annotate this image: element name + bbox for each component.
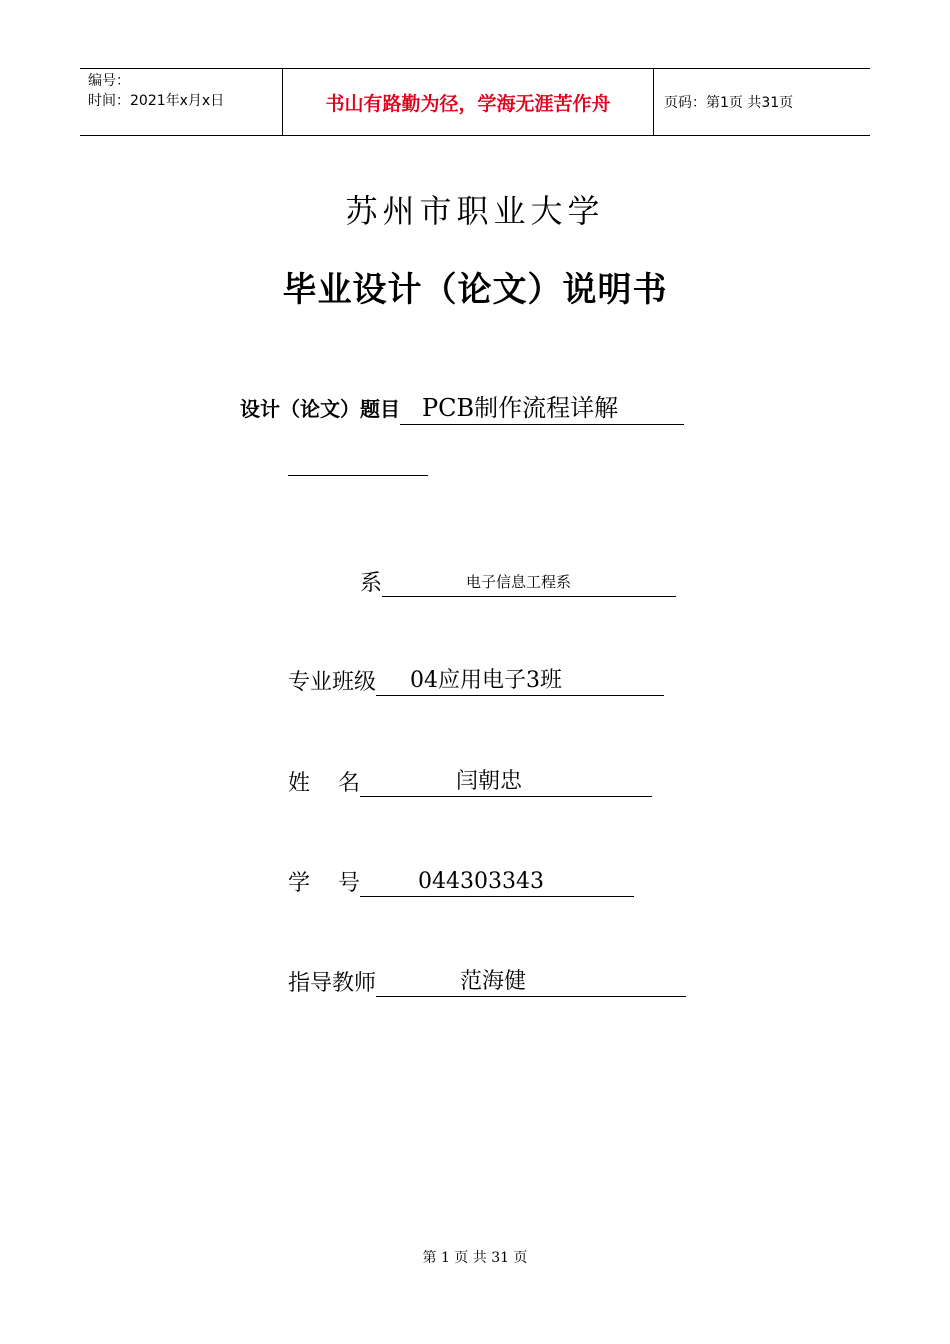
student-id-field: [288, 866, 634, 897]
class-value: 04应用电子3班: [376, 667, 664, 696]
topic-value: PCB制作流程详解: [400, 392, 684, 425]
header-table: [80, 68, 870, 136]
topic-row: [240, 392, 684, 425]
department-label: 系: [360, 571, 383, 596]
student-id-value: 044303343: [360, 868, 634, 897]
topic-underline-continuation: [288, 475, 428, 476]
document-title: 毕业设计（论文）说明书: [282, 270, 668, 310]
name-label: 姓 名: [288, 771, 360, 796]
name-field: [288, 766, 652, 797]
class-field: [288, 665, 664, 696]
school-name: 苏州市职业大学: [345, 192, 605, 230]
page-code: 页码：第1页 共31页: [664, 95, 794, 111]
advisor-field: [288, 966, 686, 997]
page-footer: 第 1 页 共 31 页: [422, 1250, 528, 1266]
number-label: 编号：: [88, 73, 130, 89]
department-value: 电子信息工程系: [382, 568, 676, 597]
class-label: 专业班级: [288, 670, 377, 695]
department-field: [288, 566, 676, 597]
time-label: 时间：2021年x月x日: [88, 93, 225, 109]
advisor-value: 范海健: [376, 968, 686, 997]
advisor-label: 指导教师: [288, 971, 377, 996]
name-value: 闫朝忠: [360, 768, 652, 797]
topic-label: 设计（论文）题目: [240, 397, 400, 421]
motto: 书山有路勤为径，学海无涯苦作舟: [282, 69, 654, 135]
header-left-cell: [80, 69, 282, 135]
student-id-label: 学 号: [288, 871, 360, 896]
